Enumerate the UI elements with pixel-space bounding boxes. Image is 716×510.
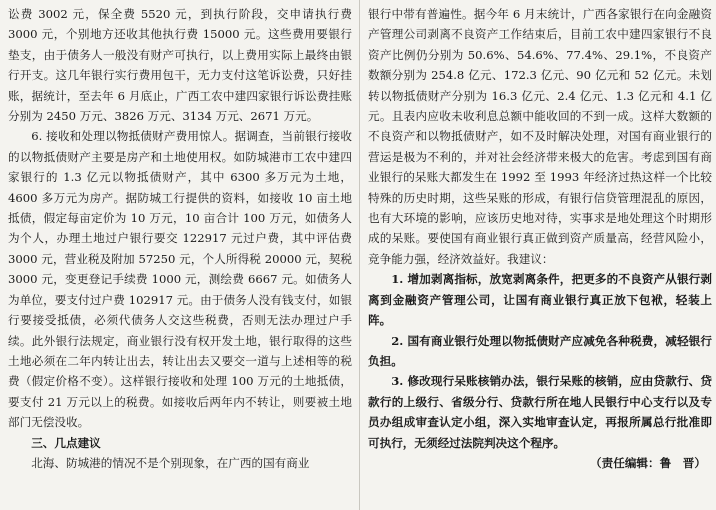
left-paragraph-1: 讼费 3002 元，保全费 5520 元，到执行阶段，交申请执行费 3000 元，个别地方还收其他执行费 15000 元。这些费用要银行垫支，由于债务人一般没有财产可执行，以上费用实际上最终由银行开支。这几年银行实行费用包干，无力支付这笔诉讼费，只好挂账，据统计，至去年 6 月底止，广西工农中建四家银行诉讼费挂账分别为 2450 万元、3826 万元、3134 万元、2671 万元。: [8, 7, 352, 124]
right-column: [368, 4, 712, 473]
editor-credit: （责任编辑：鲁 晋）: [590, 455, 706, 470]
suggestion-item-1: 1. 增加剥离指标，放宽剥离条件，把更多的不良资产从银行剥离到金融资产管理公司，让国有商业银行真正放下包袱，轻装上阵。: [368, 272, 712, 328]
left-column: [8, 4, 352, 473]
left-paragraph-3: 北海、防城港的情况不是个别现象，在广西的国有商业: [31, 455, 310, 470]
suggestion-item-3: 3. 修改现行呆账核销办法，银行呆账的核销，应由贷款行、贷款行的上级行、省级分行、贷款行所在地人民银行中心支行以及专员办组成审查认定小组，深入实地审查认定，再报所属总行批准即可执行，无须经过法院判决这个程序。: [368, 374, 712, 450]
right-paragraph-1: 银行中带有普遍性。据今年 6 月末统计，广西各家银行在向金融资产管理公司剥离不良资产工作结束后，目前工农中建四家银行不良资产比例仍分别为 50.6%、54.6%、77.4%、29.1%，不良资产数额分别为 254.8 亿元、172.3 亿元、90 亿元和 52 亿元。未划转以物抵债财产分别为 16.3 亿元、2.4 亿元、1.3 亿元和 4.1 亿元。且表内应收未收利息总额中能收回的不到一成。这样大数额的不良资产和以物抵债财产，如不及时解决处理，对国有商业银行的营运是极为不利的，并对社会经济带来极大的危害。考虑到国有商业银行的呆账大都发生在 1992 至 1993 年经济过热这样一个比较特殊的历史时期，这些呆账的形成，有银行信贷管理混乱的原因，也有大环境的影响，应该历史地对待，实事求是地处理这个时期形成的呆账。要使国有商业银行真正做到资产质量高，经营风险小，竞争能力强，经济效益好。我建议：: [368, 7, 712, 266]
suggestion-item-2: 2. 国有商业银行处理以物抵债财产应减免各种税费，减轻银行负担。: [368, 333, 712, 368]
section-heading: 三、几点建议: [31, 435, 101, 450]
left-paragraph-2: 6. 接收和处理以物抵债财产费用惊人。据调查，当前银行接收的以物抵债财产主要是房产和土地使用权。如防城港市工农中建四家银行的 1.3 亿元以物抵债财产，其中 6300 多万元为土地，4600 多万元为房产。据防城工行提供的资料，如接收 10 亩土地抵债，假定每亩定价为 10 万元，10 亩合计 100 万元，如债务人为个人，办理土地过户银行要交 122917 元过户费，其中评估费 3000 元，营业税及附加 57250 元，个人所得税 20000 元，契税 3000 元，变更登记手续费 1000 元，测绘费 6667 元。如债务人为单位，要支付过户费 102917 元。由于债务人没有钱支付，如银行要接受抵债，必须代债务人交这些税费，否则无法办理过户手续。此外银行法规定，商业银行没有权开发土地，银行取得的这些土地必须在二年内转让出去，转让出去又要交一道与上述相等的税费（假定价格不变）。这样银行接收和处理 100 万元的土地抵债，要支付 21 万元以上的税费。如接收后两年内不转让，则要被土地部门无偿没收。: [8, 129, 352, 430]
column-divider: [359, 0, 360, 510]
